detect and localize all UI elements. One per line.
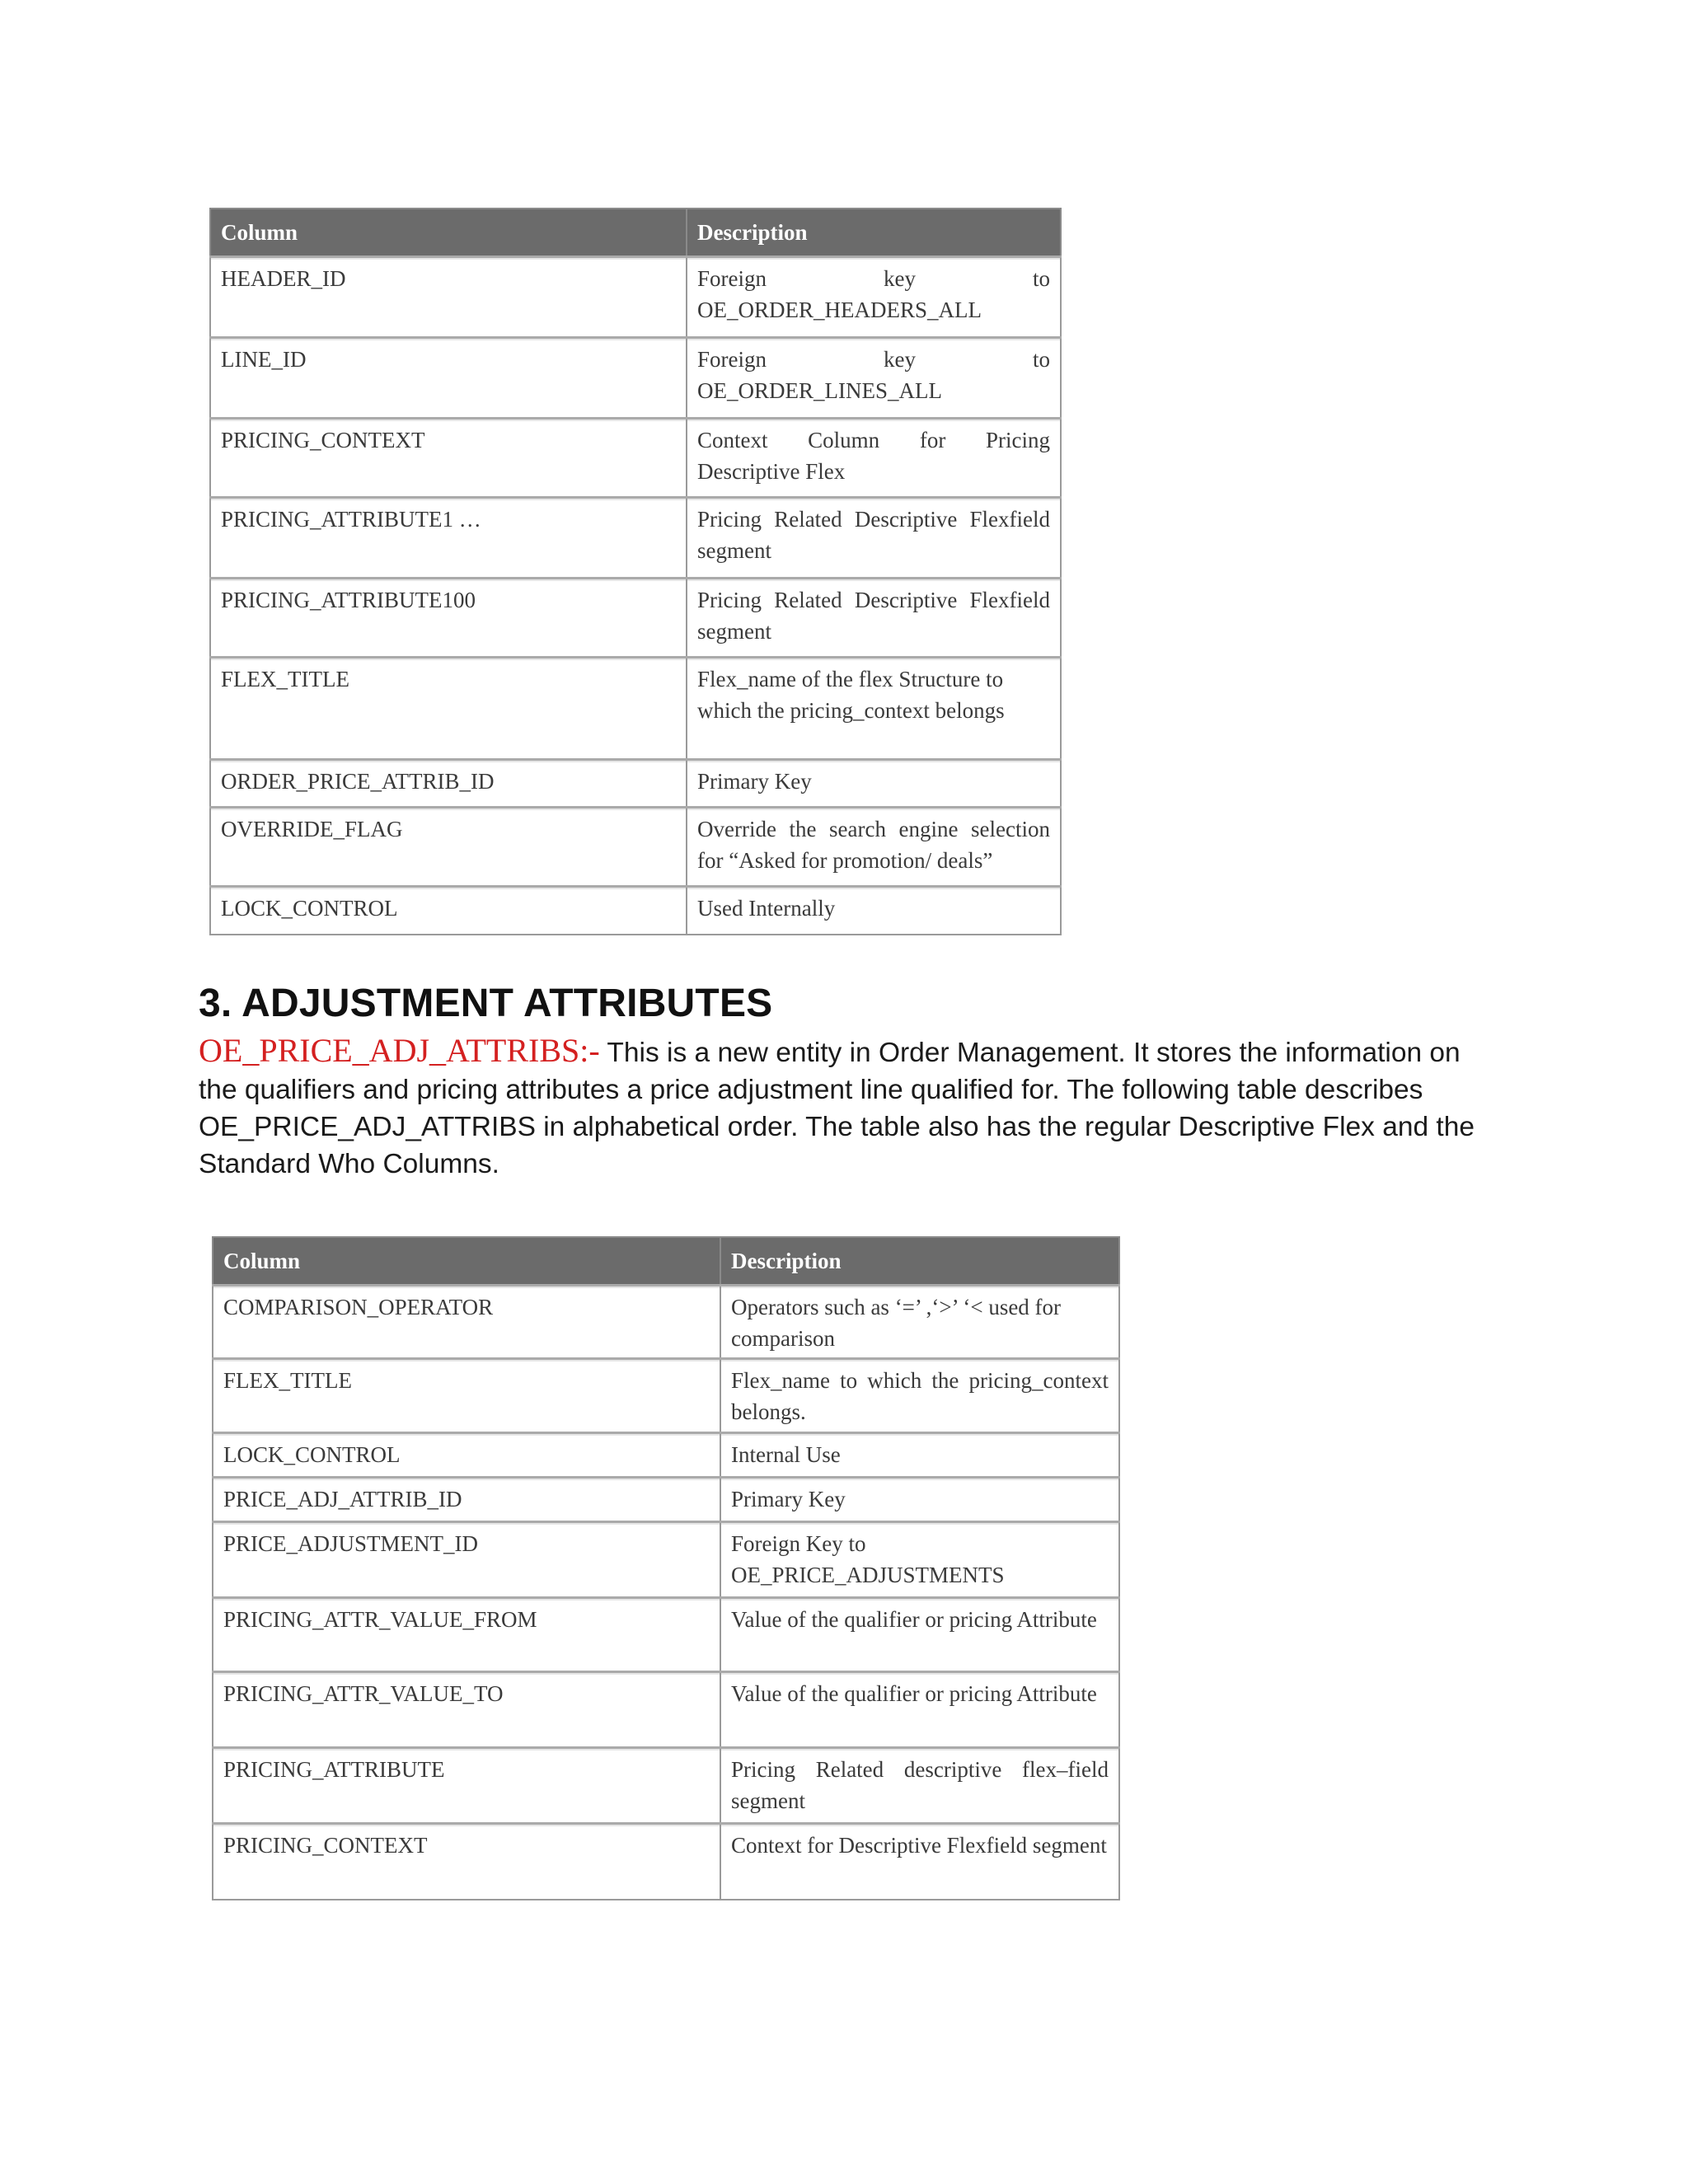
column-cell: PRICING_ATTRIBUTE — [213, 1748, 720, 1824]
section-text: This is a new entity in Order Management. It stores the information on the qualifiers and pricing attributes a price adjustment line qualified for. The following table describes OE_PRICE_ADJ_ATTRIBS in alphabetical order. The table also has the regular Descriptive Flex and the Standard Who Columns. — [199, 1038, 1475, 1179]
description-cell: Pricing Related Descriptive Flexfield segment — [687, 498, 1061, 579]
description-cell: Value of the qualifier or pricing Attribute — [720, 1598, 1119, 1672]
table-row — [213, 1286, 1119, 1359]
table-row — [213, 1672, 1119, 1748]
column-cell: PRICING_ATTRIBUTE100 — [210, 579, 687, 658]
column-header: Column — [210, 209, 687, 257]
column-cell: PRICING_CONTEXT — [210, 419, 687, 498]
table-row — [210, 338, 1061, 419]
column-header: Column — [213, 1237, 720, 1286]
column-cell: PRICING_ATTR_VALUE_TO — [213, 1672, 720, 1748]
table-header-row — [213, 1237, 1119, 1286]
description-cell: Foreign Key to OE_PRICE_ADJUSTMENTS — [720, 1522, 1119, 1598]
column-cell: PRICE_ADJUSTMENT_ID — [213, 1522, 720, 1598]
column-cell: PRICE_ADJ_ATTRIB_ID — [213, 1478, 720, 1522]
table-row — [210, 760, 1061, 808]
column-cell: LOCK_CONTROL — [210, 887, 687, 935]
table-row — [213, 1478, 1119, 1522]
description-header: Description — [720, 1237, 1119, 1286]
description-cell: Flex_name of the flex Structure to which the pricing_context belongs — [687, 658, 1061, 760]
column-cell: ORDER_PRICE_ATTRIB_ID — [210, 760, 687, 808]
description-cell: Context Column for Pricing Descriptive Flex — [687, 419, 1061, 498]
description-cell: Foreign key to OE_ORDER_HEADERS_ALL — [687, 257, 1061, 338]
table-row — [213, 1824, 1119, 1900]
description-cell: Operators such as ‘=’ ,‘>’ ‘< used for comparison — [720, 1286, 1119, 1359]
description-cell: Primary Key — [720, 1478, 1119, 1522]
description-cell: Override the search engine selection for “Asked for promotion/ deals” — [687, 808, 1061, 887]
column-cell: PRICING_ATTR_VALUE_FROM — [213, 1598, 720, 1672]
table-row — [210, 579, 1061, 658]
description-cell: Pricing Related Descriptive Flexfield segment — [687, 579, 1061, 658]
table-row — [210, 808, 1061, 887]
table-row — [213, 1598, 1119, 1672]
order-price-attribs-table — [209, 208, 1062, 935]
table-row — [210, 419, 1061, 498]
column-cell: HEADER_ID — [210, 257, 687, 338]
column-cell: LOCK_CONTROL — [213, 1433, 720, 1478]
column-cell: OVERRIDE_FLAG — [210, 808, 687, 887]
column-cell: PRICING_ATTRIBUTE1 … — [210, 498, 687, 579]
column-cell: PRICING_CONTEXT — [213, 1824, 720, 1900]
description-cell: Flex_name to which the pricing_context belongs. — [720, 1359, 1119, 1433]
entity-name: OE_PRICE_ADJ_ATTRIBS:- — [199, 1032, 600, 1069]
table-row — [213, 1359, 1119, 1433]
table-row — [210, 498, 1061, 579]
price-adj-attribs-table — [212, 1236, 1120, 1900]
section-heading: 3. ADJUSTMENT ATTRIBUTES — [199, 982, 773, 1025]
table-row — [210, 257, 1061, 338]
table-row — [213, 1522, 1119, 1598]
column-cell: FLEX_TITLE — [213, 1359, 720, 1433]
table-header-row — [210, 209, 1061, 257]
table-row — [210, 658, 1061, 760]
description-cell: Foreign key to OE_ORDER_LINES_ALL — [687, 338, 1061, 419]
table-row — [210, 887, 1061, 935]
table-row — [213, 1748, 1119, 1824]
description-cell: Primary Key — [687, 760, 1061, 808]
table-row — [213, 1433, 1119, 1478]
description-cell: Context for Descriptive Flexfield segment — [720, 1824, 1119, 1900]
column-cell: LINE_ID — [210, 338, 687, 419]
description-cell: Pricing Related descriptive flex–field segment — [720, 1748, 1119, 1824]
description-cell: Internal Use — [720, 1433, 1119, 1478]
column-cell: COMPARISON_OPERATOR — [213, 1286, 720, 1359]
description-cell: Used Internally — [687, 887, 1061, 935]
description-header: Description — [687, 209, 1061, 257]
section-paragraph — [199, 1032, 1501, 1183]
column-cell: FLEX_TITLE — [210, 658, 687, 760]
description-cell: Value of the qualifier or pricing Attribute — [720, 1672, 1119, 1748]
